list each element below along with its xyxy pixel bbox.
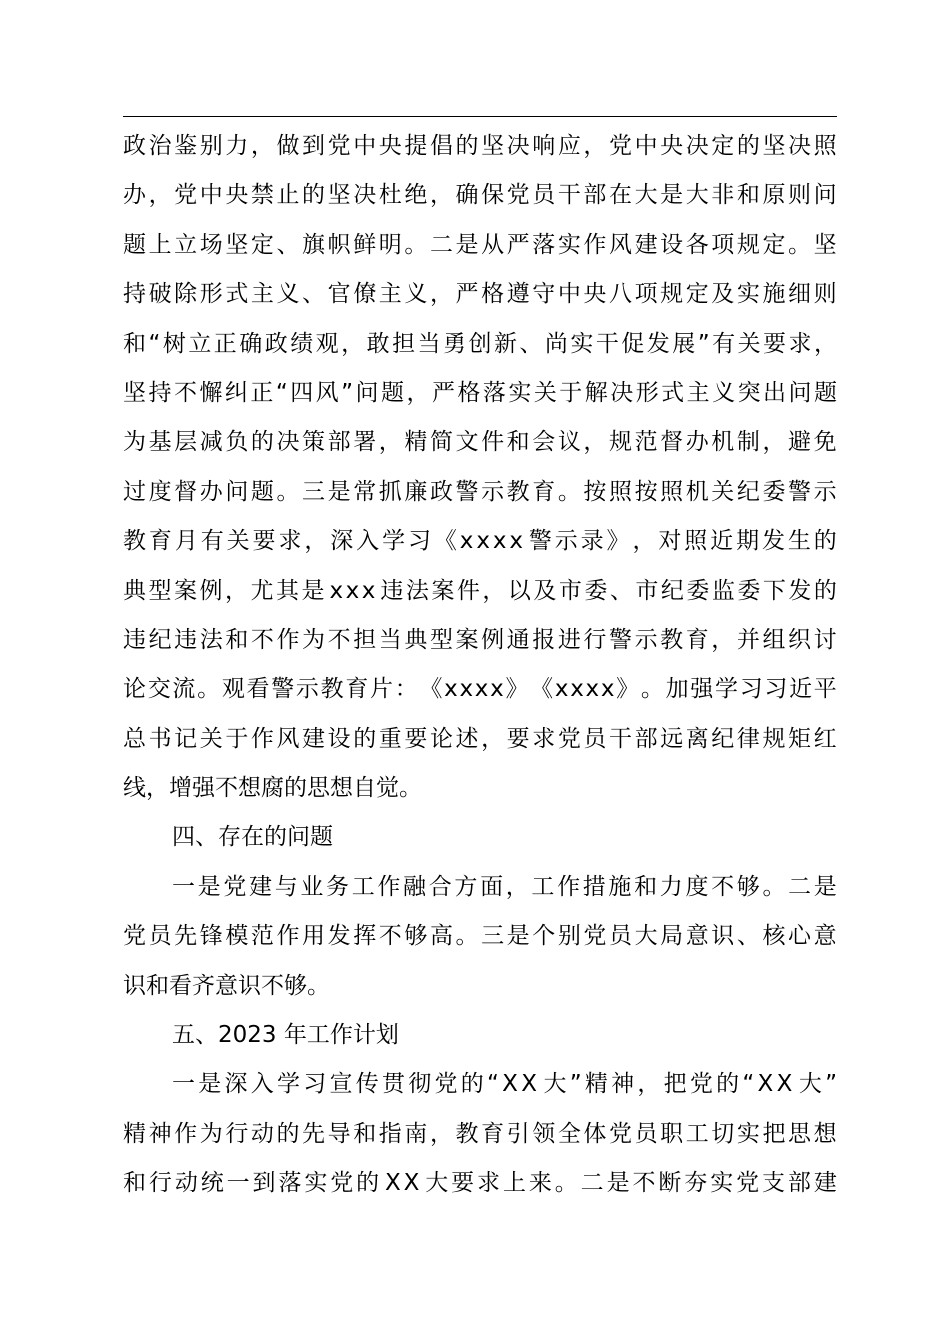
- text-line: 和 行 动 统 一 到 落 实 党 的 X X 大 要 求 上 来 。 二 是 不 断 夯 实 党 支 部 建: [123, 1170, 837, 1197]
- text-line: 教 育 月 有 关 要 求 ， 深 入 学 习 《 x x x x 警 示 录 》 ， 对 照 近 期 发 生 的: [123, 528, 837, 555]
- text-line: 办 ， 党 中 央 禁 止 的 坚 决 杜 绝 ， 确 保 党 员 干 部 在 大 是 大 非 和 原 则 问: [123, 182, 837, 209]
- text-line: 精 神 作 为 行 动 的 先 导 和 指 南 ， 教 育 引 领 全 体 党 员 职 工 切 实 把 思 想: [123, 1120, 837, 1147]
- section-heading: 五、2023 年工作计划: [172, 1022, 399, 1049]
- text-line: 为 基 层 减 负 的 决 策 部 署 ， 精 简 文 件 和 会 议 ， 规 范 督 办 机 制 ， 避 免: [123, 429, 837, 456]
- text-line: 题 上 立 场 坚 定 、 旗 帜 鲜 明 。 二 是 从 严 落 实 作 风 建 设 各 项 规 定 。 坚: [123, 231, 837, 258]
- text-line: 违 纪 违 法 和 不 作 为 不 担 当 典 型 案 例 通 报 进 行 警 示 教 育 ， 并 组 织 讨: [123, 626, 837, 653]
- header-rule: [123, 116, 837, 117]
- text-line: 总 书 记 关 于 作 风 建 设 的 重 要 论 述 ， 要 求 党 员 干 部 远 离 纪 律 规 矩 红: [123, 725, 837, 752]
- paragraph-first-line: 一 是 深 入 学 习 宣 传 贯 彻 党 的 “ X X 大 ” 精 神 ， 把 党 的 “ X X 大 ”: [172, 1071, 837, 1098]
- text-line: 党 员 先 锋 模 范 作 用 发 挥 不 够 高 。 三 是 个 别 党 员 大 局 意 识 、 核 心 意: [123, 923, 837, 950]
- section-heading: 四、存在的问题: [172, 824, 333, 851]
- text-line: 过 度 督 办 问 题 。 三 是 常 抓 廉 政 警 示 教 育 。 按 照 按 照 机 关 纪 委 警 示: [123, 478, 837, 505]
- text-line: 识和看齐意识不够。: [123, 972, 330, 999]
- text-line: 坚 持 不 懈 纠 正 “ 四 风 ” 问 题 ， 严 格 落 实 关 于 解 决 形 式 主 义 突 出 问 题: [123, 379, 837, 406]
- text-line: 论 交 流 。 观 看 警 示 教 育 片 ： 《 x x x x 》 《 x x x x 》 。 加 强 学 习 习 近 平: [123, 676, 837, 703]
- text-line: 持 破 除 形 式 主 义 、 官 僚 主 义 ， 严 格 遵 守 中 央 八 项 规 定 及 实 施 细 则: [123, 281, 837, 308]
- text-line: 线，增强不想腐的思想自觉。: [123, 775, 422, 802]
- text-line: 典 型 案 例 ， 尤 其 是 x x x 违 法 案 件 ， 以 及 市 委 、 市 纪 委 监 委 下 发 的: [123, 577, 837, 604]
- text-line: 和 “ 树 立 正 确 政 绩 观 ， 敢 担 当 勇 创 新 、 尚 实 干 促 发 展 ” 有 关 要 求 ，: [123, 330, 837, 357]
- paragraph-first-line: 一 是 党 建 与 业 务 工 作 融 合 方 面 ， 工 作 措 施 和 力 度 不 够 。 二 是: [172, 873, 837, 900]
- document-body: [123, 122, 837, 1209]
- text-line: 政 治 鉴 别 力 ， 做 到 党 中 央 提 倡 的 坚 决 响 应 ， 党 中 央 决 定 的 坚 决 照: [123, 133, 837, 159]
